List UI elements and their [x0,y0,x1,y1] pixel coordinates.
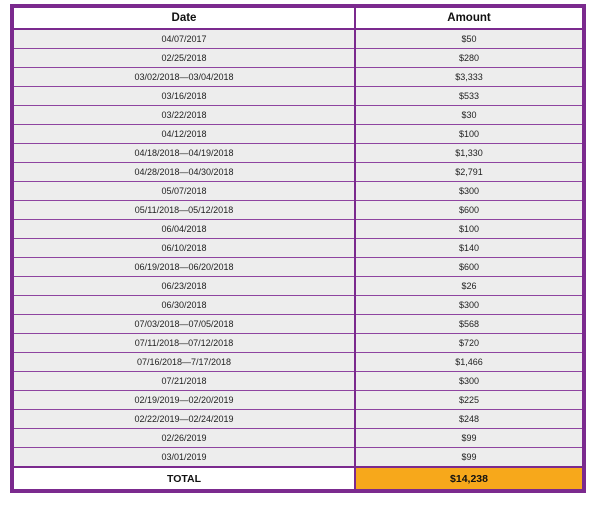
table-body [13,29,583,467]
amount-column-header: Amount [355,7,583,29]
amounts-table-container [10,4,586,493]
amount-cell: $280 [355,49,583,68]
table-row [13,163,583,182]
table-row [13,315,583,334]
amount-cell: $30 [355,106,583,125]
amount-cell: $100 [355,220,583,239]
table-row [13,353,583,372]
table-row [13,201,583,220]
table-row [13,125,583,144]
amount-cell: $1,330 [355,144,583,163]
date-cell: 07/16/2018—7/17/2018 [13,353,355,372]
table-row [13,239,583,258]
table-row [13,334,583,353]
amount-cell: $248 [355,410,583,429]
table-row [13,220,583,239]
table-row [13,277,583,296]
date-cell: 06/10/2018 [13,239,355,258]
amount-cell: $600 [355,201,583,220]
date-cell: 02/22/2019—02/24/2019 [13,410,355,429]
amount-cell: $99 [355,448,583,468]
table-row [13,429,583,448]
date-cell: 05/07/2018 [13,182,355,201]
amount-cell: $533 [355,87,583,106]
table-row [13,182,583,201]
table-row [13,87,583,106]
date-cell: 03/01/2019 [13,448,355,468]
total-label: TOTAL [13,467,355,490]
date-cell: 06/30/2018 [13,296,355,315]
table-row [13,29,583,49]
amount-cell: $300 [355,182,583,201]
amount-cell: $50 [355,29,583,49]
date-cell: 07/21/2018 [13,372,355,391]
table-row [13,68,583,87]
date-cell: 06/23/2018 [13,277,355,296]
date-cell: 03/02/2018—03/04/2018 [13,68,355,87]
amount-cell: $225 [355,391,583,410]
amount-cell: $600 [355,258,583,277]
header-row [13,7,583,29]
date-cell: 07/03/2018—07/05/2018 [13,315,355,334]
table-row [13,296,583,315]
date-cell: 03/22/2018 [13,106,355,125]
date-cell: 04/12/2018 [13,125,355,144]
date-cell: 04/28/2018—04/30/2018 [13,163,355,182]
date-cell: 02/26/2019 [13,429,355,448]
date-cell: 06/19/2018—06/20/2018 [13,258,355,277]
date-cell: 07/11/2018—07/12/2018 [13,334,355,353]
amounts-table [12,6,584,491]
table-row [13,448,583,468]
table-row [13,410,583,429]
date-cell: 02/19/2019—02/20/2019 [13,391,355,410]
date-cell: 02/25/2018 [13,49,355,68]
date-cell: 06/04/2018 [13,220,355,239]
amount-cell: $26 [355,277,583,296]
date-cell: 04/18/2018—04/19/2018 [13,144,355,163]
total-row [13,467,583,490]
amount-cell: $1,466 [355,353,583,372]
date-cell: 05/11/2018—05/12/2018 [13,201,355,220]
date-cell: 04/07/2017 [13,29,355,49]
amount-cell: $140 [355,239,583,258]
table-row [13,372,583,391]
table-row [13,106,583,125]
table-row [13,391,583,410]
table-row [13,258,583,277]
amount-cell: $300 [355,372,583,391]
table-row [13,49,583,68]
table-row [13,144,583,163]
amount-cell: $99 [355,429,583,448]
amount-cell: $720 [355,334,583,353]
amount-cell: $100 [355,125,583,144]
amount-cell: $568 [355,315,583,334]
date-column-header: Date [13,7,355,29]
amount-cell: $300 [355,296,583,315]
amount-cell: $3,333 [355,68,583,87]
total-amount: $14,238 [355,467,583,490]
amount-cell: $2,791 [355,163,583,182]
date-cell: 03/16/2018 [13,87,355,106]
